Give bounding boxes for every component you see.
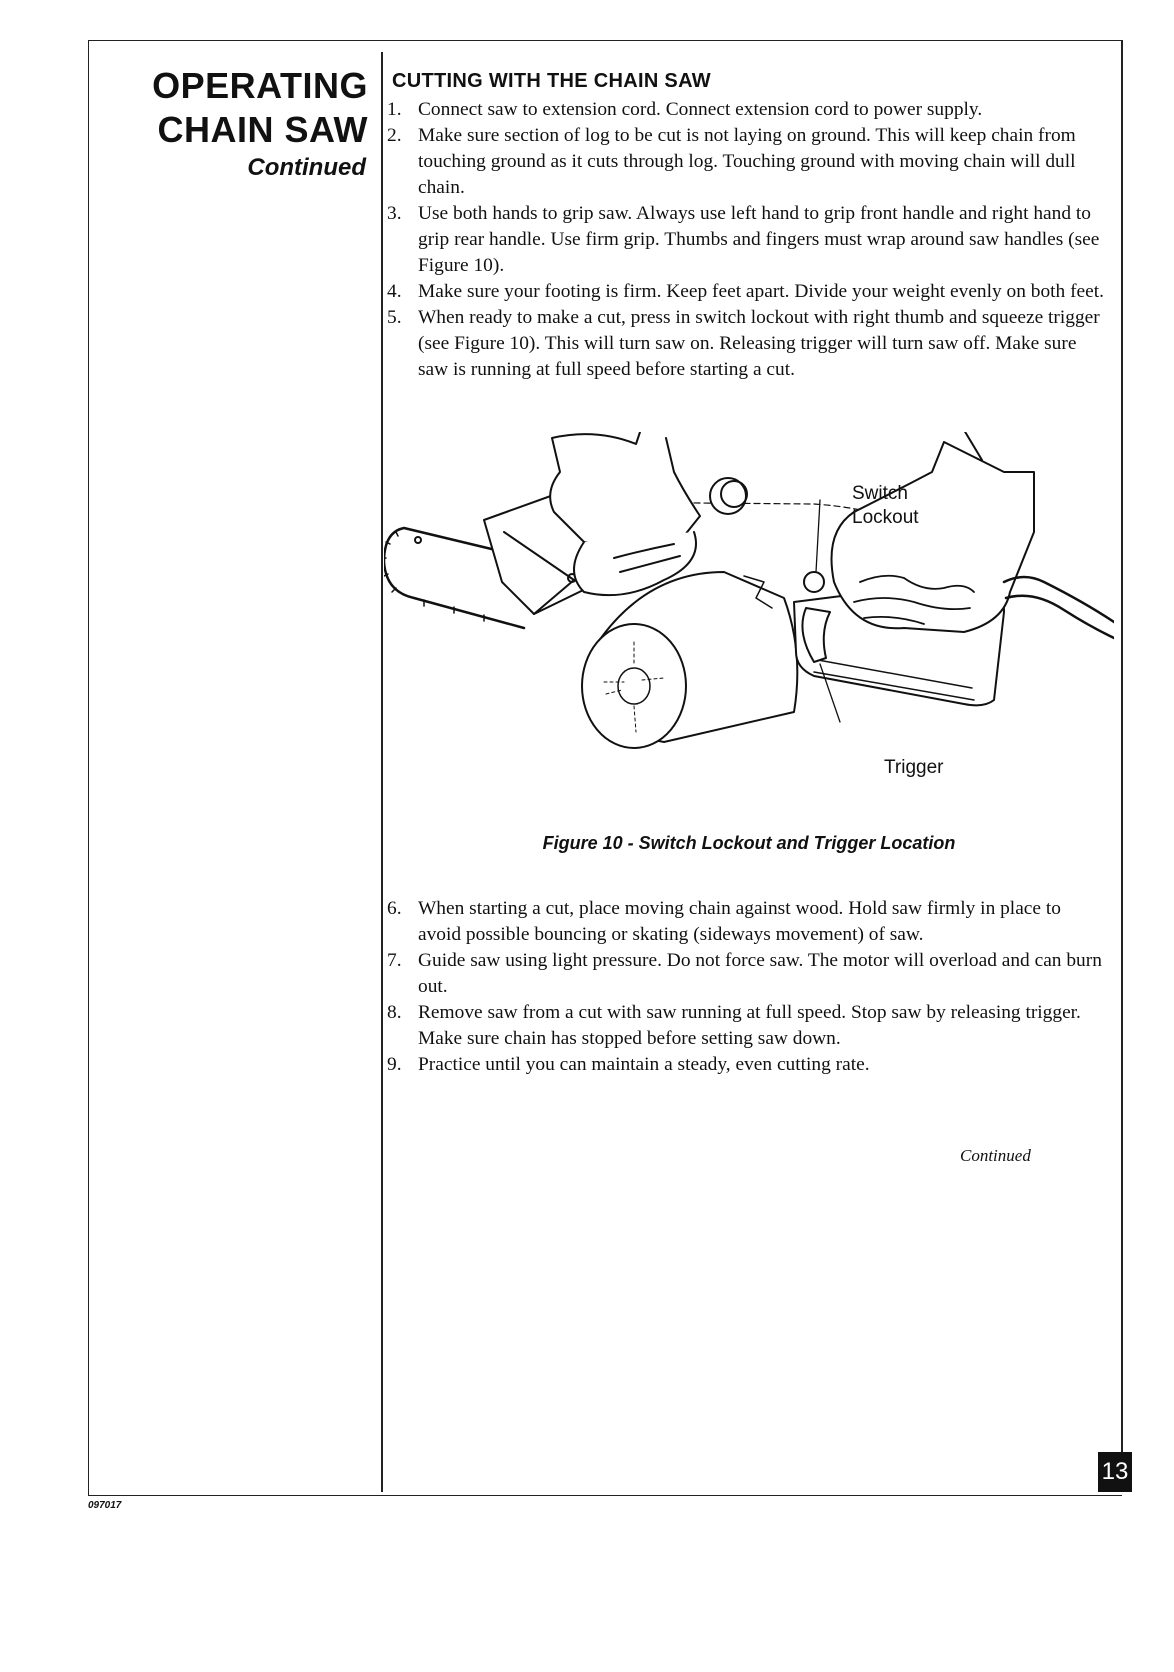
document-code: 097017 <box>88 1500 122 1511</box>
list-item: 7. Guide saw using light pressure. Do not force saw. The motor will overload and can burn out. <box>387 950 1102 997</box>
list-item: 6. When starting a cut, place moving chain against wood. Hold saw firmly in place to avoid possible bouncing or skating (sideways movement) of saw. <box>387 898 1061 945</box>
list-item: 9. Practice until you can maintain a steady, even cutting rate. <box>387 1054 870 1075</box>
label-switch: Switch <box>852 483 908 504</box>
sidebar-subtitle: Continued <box>247 154 366 181</box>
section-heading: CUTTING WITH THE CHAIN SAW <box>392 70 711 92</box>
sidebar-title-line1: OPERATING <box>152 65 368 106</box>
list-item: 3. Use both hands to grip saw. Always use left hand to grip front handle and right hand to grip rear handle. Use firm grip. Thumbs and fingers must wrap around saw handles (see Figure 10). <box>387 203 1100 276</box>
sidebar-title-line2: CHAIN SAW <box>157 109 368 150</box>
list-item: 1. Connect saw to extension cord. Connect extension cord to power supply. <box>387 99 983 120</box>
callout-switch-lockout <box>852 482 919 530</box>
list-item: 5. When ready to make a cut, press in switch lockout with right thumb and squeeze trigger (see Figure 10). This will turn saw on. Releasing trigger will turn saw off. Make sure saw is running at full speed before starting a cut. <box>387 307 1100 380</box>
sidebar-title <box>100 64 368 152</box>
steps-list-1 <box>387 97 1107 383</box>
list-item: 2. Make sure section of log to be cut is not laying on ground. This will keep chain from touching ground as it cuts through log. Touching ground with moving chain will dull chain. <box>387 125 1076 198</box>
steps-list-2 <box>387 896 1107 1078</box>
page-number: 13 <box>1098 1452 1132 1492</box>
right-rule <box>1121 40 1123 1458</box>
figure-caption: Figure 10 - Switch Lockout and Trigger Location <box>542 833 956 853</box>
continued-note: Continued <box>960 1146 1031 1165</box>
label-lockout: Lockout <box>852 507 919 528</box>
chain-saw-illustration <box>384 432 1114 812</box>
list-item: 4. Make sure your footing is firm. Keep feet apart. Divide your weight evenly on both feet. <box>387 281 1105 302</box>
column-divider <box>381 52 383 1492</box>
callout-trigger: Trigger <box>884 757 944 778</box>
list-item: 8. Remove saw from a cut with saw running at full speed. Stop saw by releasing trigger. Make sure chain has stopped before setting saw down. <box>387 1002 1081 1049</box>
